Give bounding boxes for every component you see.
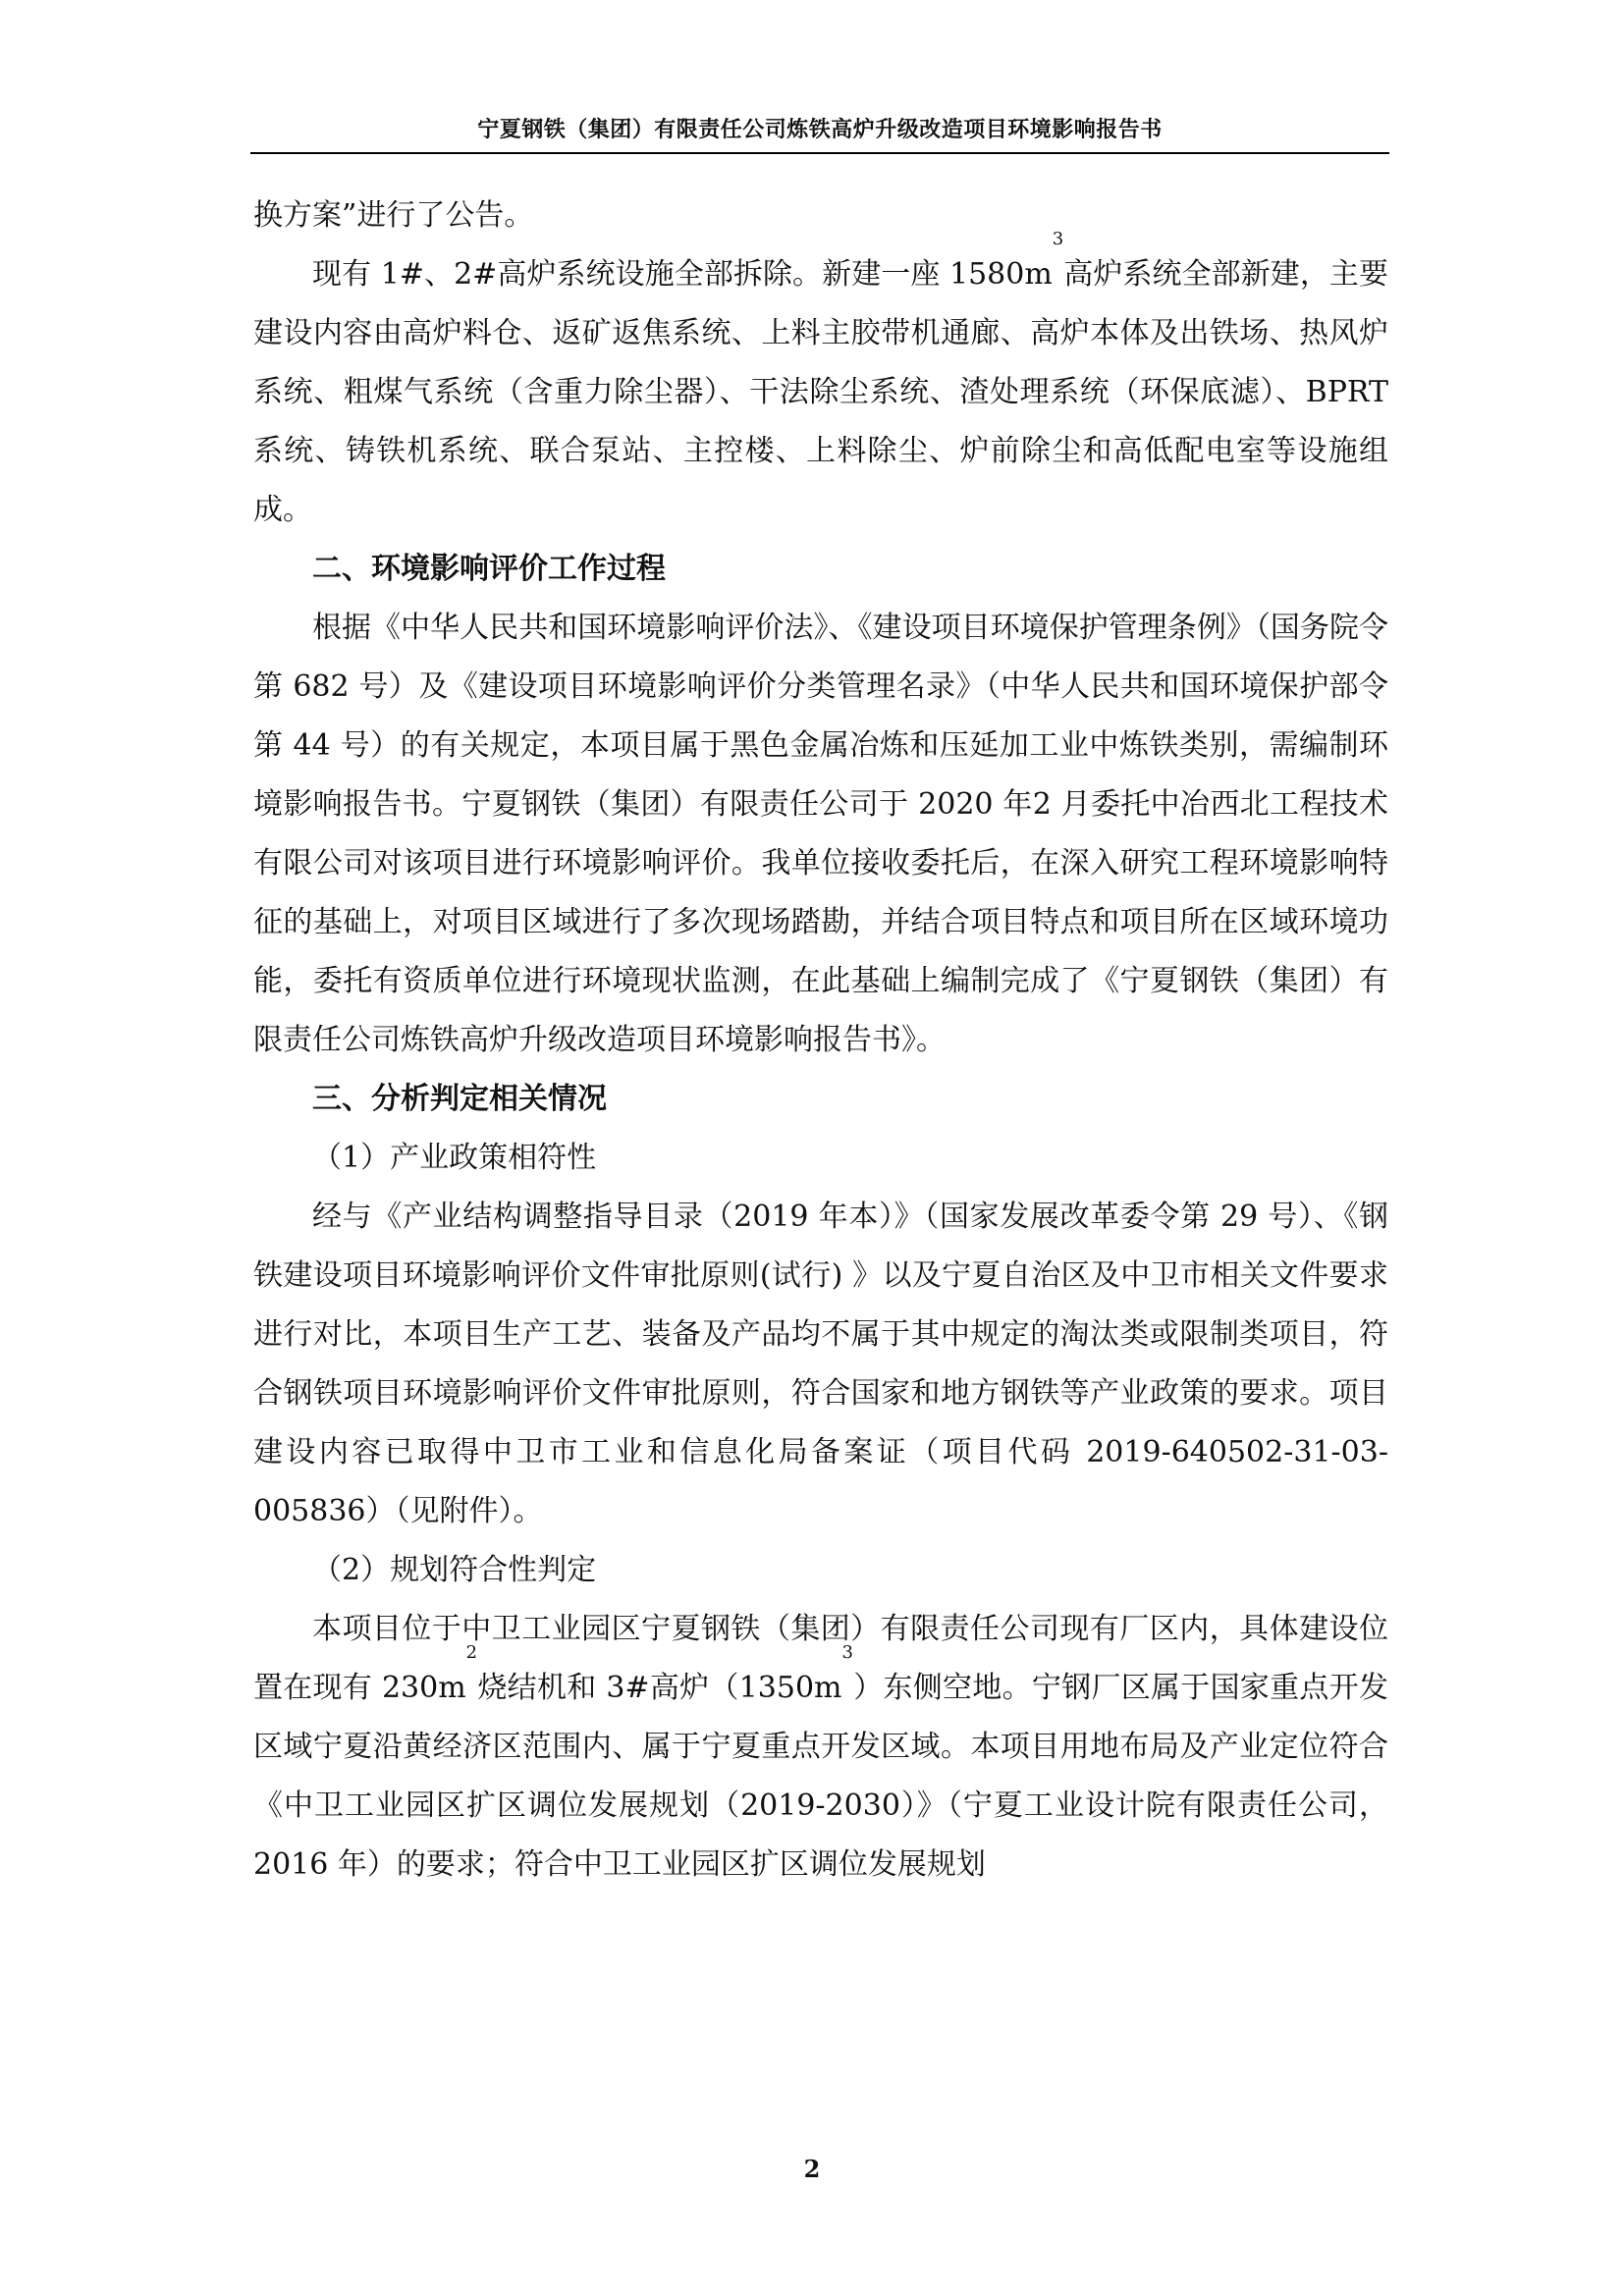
document-body [253,187,1388,1895]
paragraph-continuation: 换方案”进行了公告。 [253,198,534,233]
paragraph-eia-process: 根据《中华人民共和国环境影响评价法》、《建设项目环境保护管理条例》（国务院令第 682 号）及《建设项目环境影响评价分类管理名录》（中华人民共和国环境保护部令第 44 号）的有关规定，本项目属于黑色金属冶炼和压延加工业中炼铁类别，需编制环境影响报告书。宁夏钢铁（集团）有限责任公司于 2020 年2 月委托中冶西北工程技术有限公司对该项目进行环境影响评价。我单位接收委托后，在深入研究工程环境影响特征的基础上，对项目区域进行了多次现场踏勘，并结合项目特点和项目所在区域环境功能，委托有资质单位进行环境现状监测，在此基础上编制完成了《宁夏钢铁（集团）有限责任公司炼铁高炉升级改造项目环境影响报告书》。 [253,611,1388,1057]
superscript: 3 [1052,229,1064,249]
text-run: ）东侧空地。宁钢厂区属于国家重点开发区域宁夏沿黄经济区范围内、属于宁夏重点开发区域。本项目用地布局及产业定位符合《中卫工业园区扩区调位发展规划（2019-2030）》（宁夏工业设计院有限责任公司，2016 年）的要求；符合中卫工业园区扩区调位发展规划 [253,1671,1388,1882]
text-run: 烧结机和 3#高炉（1350m [477,1671,842,1705]
section-heading-3: 三、分析判定相关情况 [312,1082,607,1116]
page-number: 2 [803,2155,821,2183]
subheading-planning: （2）规划符合性判定 [312,1553,597,1587]
running-header: 宁夏钢铁（集团）有限责任公司炼铁高炉升级改造项目环境影响报告书 [477,118,1163,142]
text-run: 本项目位于中卫工业园区宁夏钢铁（集团）有限责任公司现有厂区内，具体建设位置在现有 230m [253,1612,1388,1705]
superscript: 2 [465,1642,478,1663]
paragraph-planning [253,1600,1388,1895]
paragraph-industry-policy: 经与《产业结构调整指导目录（2019 年本）》（国家发展改革委令第 29 号）、《钢铁建设项目环境影响评价文件审批原则(试行) 》以及宁夏自治区及中卫市相关文件要求进行对比，本项目生产工艺、装备及产品均不属于其中规定的淘汰类或限制类项目，符合钢铁项目环境影响评价文件审批原则，符合国家和地方钢铁等产业政策的要求。项目建设内容已取得中卫市工业和信息化局备案证（项目代码 2019-640502-31-03-005836）（见附件）。 [253,1200,1388,1528]
section-heading-2: 二、环境影响评价工作过程 [312,552,666,586]
superscript: 3 [841,1642,853,1663]
text-run: 现有 1#、2#高炉系统设施全部拆除。新建一座 1580m [312,257,1053,292]
text-run: 高炉系统全部新建，主要建设内容由高炉料仓、返矿返焦系统、上料主胶带机通廊、高炉本体及出铁场、热风炉系统、粗煤气系统（含重力除尘器）、干法除尘系统、渣处理系统（环保底滤）、BPRT 系统、铸铁机系统、联合泵站、主控楼、上料除尘、炉前除尘和高低配电室等设施组成。 [253,257,1388,527]
paragraph-construction [253,229,1388,540]
subheading-industry-policy: （1）产业政策相符性 [312,1141,597,1175]
header-rule [250,152,1389,154]
